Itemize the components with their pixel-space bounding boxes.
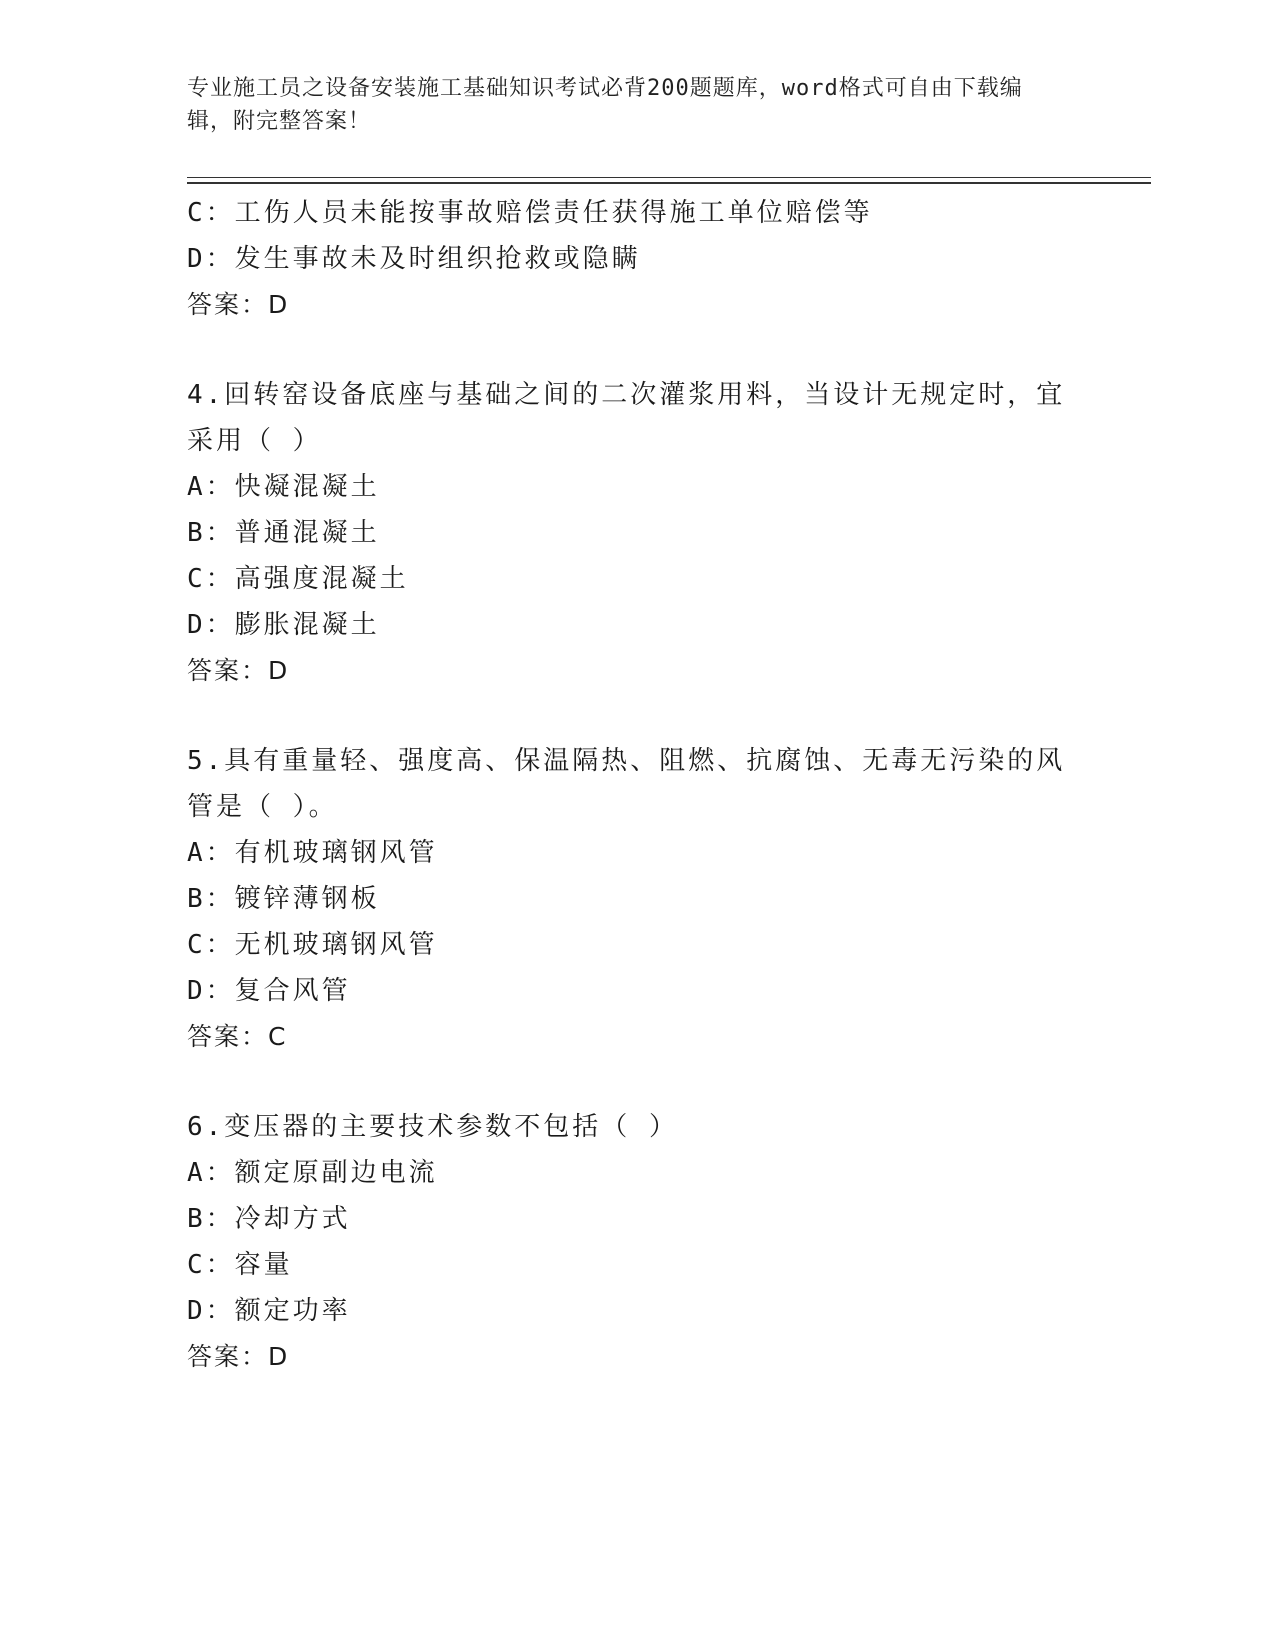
- option-c: C：容量: [187, 1250, 293, 1280]
- answer: 答案：D: [187, 656, 290, 685]
- question-stem-line: 采用（ ）: [187, 426, 322, 456]
- option-d: D：膨胀混凝土: [187, 610, 380, 640]
- option-b: B：镀锌薄钢板: [187, 884, 380, 914]
- option-a: A：额定原副边电流: [187, 1158, 438, 1188]
- answer: 答案：D: [187, 290, 290, 319]
- spacer: [187, 694, 1067, 738]
- option-d: D：复合风管: [187, 976, 351, 1006]
- option-b: B：普通混凝土: [187, 518, 380, 548]
- question-stem-line: 4.回转窑设备底座与基础之间的二次灌浆用料，当设计无规定时，宜: [187, 380, 1066, 410]
- header-divider-thin: [187, 177, 1151, 178]
- document-header: [187, 72, 1067, 138]
- question-stem-line: 管是（ ）。: [187, 792, 338, 822]
- question-stem-line: 6.变压器的主要技术参数不包括（ ）: [187, 1112, 678, 1142]
- answer: 答案：D: [187, 1342, 290, 1371]
- answer: 答案：C: [187, 1022, 288, 1051]
- option-a: A：有机玻璃钢风管: [187, 838, 438, 868]
- option-c: C：高强度混凝土: [187, 564, 409, 594]
- option-c: C：工伤人员未能按事故赔偿责任获得施工单位赔偿等: [187, 198, 873, 228]
- spacer: [187, 328, 1067, 372]
- header-divider-thick: [187, 182, 1151, 184]
- option-b: B：冷却方式: [187, 1204, 351, 1234]
- question-5: [187, 738, 1067, 1060]
- question-list: [187, 190, 1067, 1380]
- option-d: D：额定功率: [187, 1296, 351, 1326]
- question-4: [187, 372, 1067, 694]
- spacer: [187, 1060, 1067, 1104]
- option-c: C：无机玻璃钢风管: [187, 930, 438, 960]
- question-6: [187, 1104, 1067, 1380]
- option-d: D：发生事故未及时组织抢救或隐瞒: [187, 244, 641, 274]
- option-a: A：快凝混凝土: [187, 472, 380, 502]
- question-3-continued: [187, 190, 1067, 328]
- header-title: 专业施工员之设备安装施工基础知识考试必背200题题库，word格式可自由下载编辑，附完整答案！: [187, 76, 1023, 134]
- question-stem-line: 5.具有重量轻、强度高、保温隔热、阻燃、抗腐蚀、无毒无污染的风: [187, 746, 1066, 776]
